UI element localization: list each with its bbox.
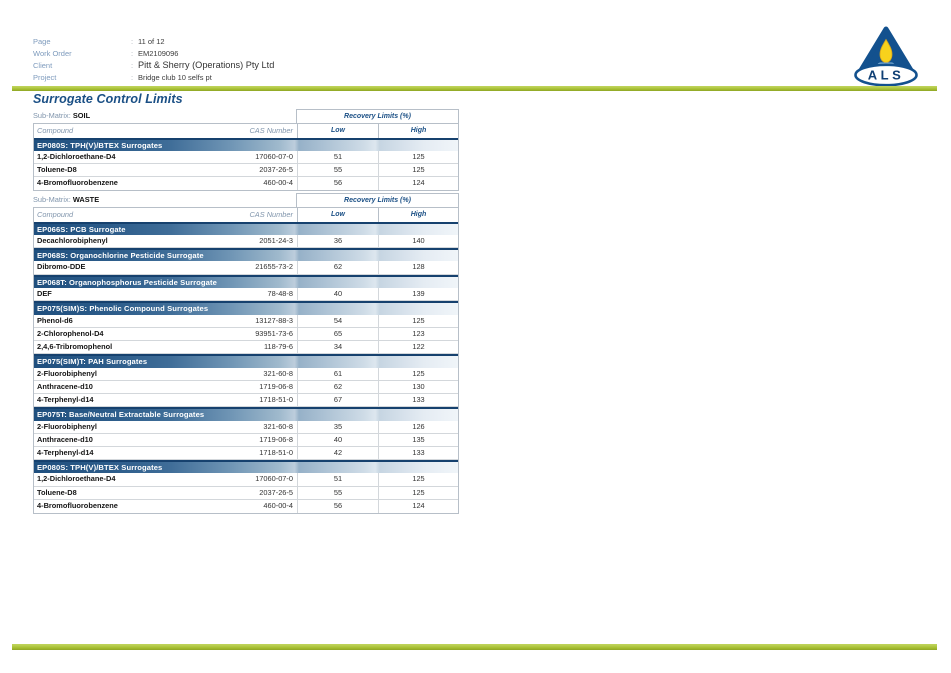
- cas-cell: 1719-06-8: [259, 381, 293, 391]
- table-row: [34, 487, 458, 500]
- low-cell: 40: [297, 288, 378, 300]
- table-row: [34, 368, 458, 381]
- table-row: [34, 151, 458, 164]
- header-field-label: Client: [33, 61, 53, 70]
- compound-cell: 2-Chlorophenol-D4: [37, 328, 104, 338]
- cas-column-header: CAS Number: [249, 126, 293, 135]
- high-cell: 124: [378, 500, 458, 513]
- low-cell: 62: [297, 381, 378, 393]
- high-cell: 125: [378, 315, 458, 327]
- compound-cell: Decachlorobiphenyl: [37, 235, 108, 245]
- submatrix-label: Sub-Matrix:: [33, 195, 73, 204]
- table-row: [34, 261, 458, 274]
- low-cell: 67: [297, 394, 378, 406]
- table-body: [33, 207, 459, 514]
- submatrix-cell: [33, 109, 296, 123]
- table-row: [34, 500, 458, 513]
- low-cell: 65: [297, 328, 378, 340]
- submatrix-value: WASTE: [72, 195, 100, 204]
- page-title: Surrogate Control Limits: [33, 92, 183, 106]
- cas-cell: 93951-73-6: [255, 328, 293, 338]
- high-cell: 122: [378, 341, 458, 353]
- column-header-row: [34, 124, 458, 138]
- header-field-colon: :: [131, 37, 134, 46]
- cas-cell: 1718-51-0: [259, 447, 293, 457]
- cas-cell: 17060-07-0: [255, 151, 293, 161]
- header-field-value: Pitt & Sherry (Operations) Pty Ltd: [138, 60, 275, 70]
- low-cell: 54: [297, 315, 378, 327]
- compound-cell: 1,2-Dichloroethane-D4: [37, 151, 116, 161]
- compound-cell: 2-Fluorobiphenyl: [37, 421, 97, 431]
- header-field-value: 11 of 12: [138, 37, 165, 46]
- high-cell: 125: [378, 164, 458, 176]
- high-column-header: High: [378, 208, 458, 222]
- low-cell: 35: [297, 421, 378, 433]
- header-field-colon: :: [131, 61, 134, 70]
- cas-cell: 1718-51-0: [259, 394, 293, 404]
- high-cell: 125: [378, 473, 458, 485]
- submatrix-label: Sub-Matrix:: [33, 111, 73, 120]
- als-logo-graphic: [852, 26, 920, 86]
- high-cell: 126: [378, 421, 458, 433]
- table-row: [34, 341, 458, 354]
- compound-cell: DEF: [37, 289, 52, 299]
- cas-cell: 321-60-8: [263, 421, 293, 431]
- submatrix-cell: [33, 193, 296, 207]
- header-field-value: Bridge club 10 selfs pt: [138, 72, 212, 82]
- cas-cell: 1719-06-8: [259, 434, 293, 444]
- surrogate-table-soil: [33, 109, 459, 191]
- high-cell: 140: [378, 235, 458, 247]
- compound-cell: 4-Terphenyl-d14: [37, 394, 94, 404]
- compound-cell: Toluene-D8: [37, 487, 77, 497]
- compound-cell: 4-Terphenyl-d14: [37, 447, 94, 457]
- low-cell: 36: [297, 235, 378, 247]
- table-row: [34, 235, 458, 248]
- header-field-colon: :: [131, 72, 134, 82]
- method-section-header: EP075(SIM)S: Phenolic Compound Surrogates: [34, 301, 458, 314]
- surrogate-table-waste: [33, 193, 459, 514]
- table-row: [34, 434, 458, 447]
- table-row: [34, 164, 458, 177]
- cas-cell: 460-00-4: [263, 500, 293, 510]
- table-header-row: [33, 109, 459, 123]
- method-section-header: EP080S: TPH(V)/BTEX Surrogates: [34, 460, 458, 473]
- method-section-header: EP080S: TPH(V)/BTEX Surrogates: [34, 138, 458, 151]
- method-section-header: EP068T: Organophosphorus Pesticide Surrogate: [34, 275, 458, 288]
- high-cell: 133: [378, 447, 458, 459]
- high-cell: 125: [378, 487, 458, 499]
- table-row: [34, 381, 458, 394]
- low-cell: 40: [297, 434, 378, 446]
- high-cell: 125: [378, 368, 458, 380]
- high-cell: 135: [378, 434, 458, 446]
- compound-cell: Phenol-d6: [37, 315, 73, 325]
- compound-cell: 4-Bromofluorobenzene: [37, 178, 118, 188]
- method-section-header: EP075(SIM)T: PAH Surrogates: [34, 354, 458, 367]
- cas-cell: 2037-26-5: [259, 165, 293, 175]
- cas-cell: 78-48-8: [267, 289, 293, 299]
- header-field-value: EM2109096: [138, 48, 179, 58]
- table-row: [34, 394, 458, 407]
- method-section-header: EP068S: Organochlorine Pesticide Surrogate: [34, 248, 458, 261]
- tables: [33, 0, 459, 673]
- high-cell: 139: [378, 288, 458, 300]
- low-cell: 55: [297, 164, 378, 176]
- cas-cell: 460-00-4: [263, 178, 293, 188]
- compound-column-header: Compound: [37, 126, 74, 135]
- low-column-header: Low: [297, 124, 378, 138]
- cas-cell: 13127-88-3: [255, 315, 293, 325]
- low-column-header: Low: [297, 208, 378, 222]
- high-column-header: High: [378, 124, 458, 138]
- cas-column-header: CAS Number: [249, 210, 293, 219]
- header-field-label: Project: [33, 72, 57, 82]
- header-field-label: Work Order: [33, 48, 72, 58]
- high-cell: 124: [378, 177, 458, 190]
- high-cell: 130: [378, 381, 458, 393]
- bottom-green-rule: [12, 644, 937, 650]
- als-logo: [852, 26, 920, 86]
- low-cell: 51: [297, 473, 378, 485]
- low-cell: 55: [297, 487, 378, 499]
- low-cell: 62: [297, 261, 378, 273]
- recovery-limits-header: Recovery Limits (%): [296, 193, 459, 207]
- compound-cell: 4-Bromofluorobenzene: [37, 500, 118, 510]
- table-row: [34, 421, 458, 434]
- compound-cell: 2,4,6-Tribromophenol: [37, 342, 113, 351]
- compound-cell: Dibromo-DDE: [37, 262, 86, 272]
- table-row: [34, 288, 458, 301]
- table-header-row: [33, 193, 459, 207]
- method-section-header: EP066S: PCB Surrogate: [34, 222, 458, 235]
- recovery-limits-header: Recovery Limits (%): [296, 109, 459, 123]
- cas-cell: 2037-26-5: [259, 487, 293, 497]
- header-field-colon: :: [131, 48, 134, 58]
- table-row: [34, 315, 458, 328]
- high-cell: 125: [378, 151, 458, 163]
- compound-cell: Anthracene-d10: [37, 434, 93, 444]
- column-header-row: [34, 208, 458, 222]
- low-cell: 61: [297, 368, 378, 380]
- low-cell: 42: [297, 447, 378, 459]
- compound-column-header: Compound: [37, 210, 74, 219]
- table-body: [33, 123, 459, 191]
- low-cell: 56: [297, 177, 378, 190]
- cas-cell: 2051-24-3: [259, 235, 293, 245]
- compound-cell: Toluene-D8: [37, 165, 77, 175]
- low-cell: 56: [297, 500, 378, 513]
- cas-cell: 17060-07-0: [255, 474, 293, 484]
- high-cell: 128: [378, 261, 458, 273]
- low-cell: 34: [297, 341, 378, 353]
- submatrix-value: SOIL: [72, 111, 91, 120]
- table-row: [34, 328, 458, 341]
- als-logo-text: ALS: [867, 67, 905, 83]
- table-row: [34, 177, 458, 190]
- method-section-header: EP075T: Base/Neutral Extractable Surrogates: [34, 407, 458, 420]
- cas-cell: 118-79-6: [263, 342, 293, 351]
- compound-cell: 1,2-Dichloroethane-D4: [37, 474, 116, 484]
- high-cell: 133: [378, 394, 458, 406]
- cas-cell: 321-60-8: [263, 368, 293, 378]
- compound-cell: Anthracene-d10: [37, 381, 93, 391]
- header-field-label: Page: [33, 37, 51, 46]
- cas-cell: 21655-73-2: [255, 262, 293, 272]
- table-row: [34, 447, 458, 460]
- low-cell: 51: [297, 151, 378, 163]
- compound-cell: 2-Fluorobiphenyl: [37, 368, 97, 378]
- table-row: [34, 473, 458, 486]
- high-cell: 123: [378, 328, 458, 340]
